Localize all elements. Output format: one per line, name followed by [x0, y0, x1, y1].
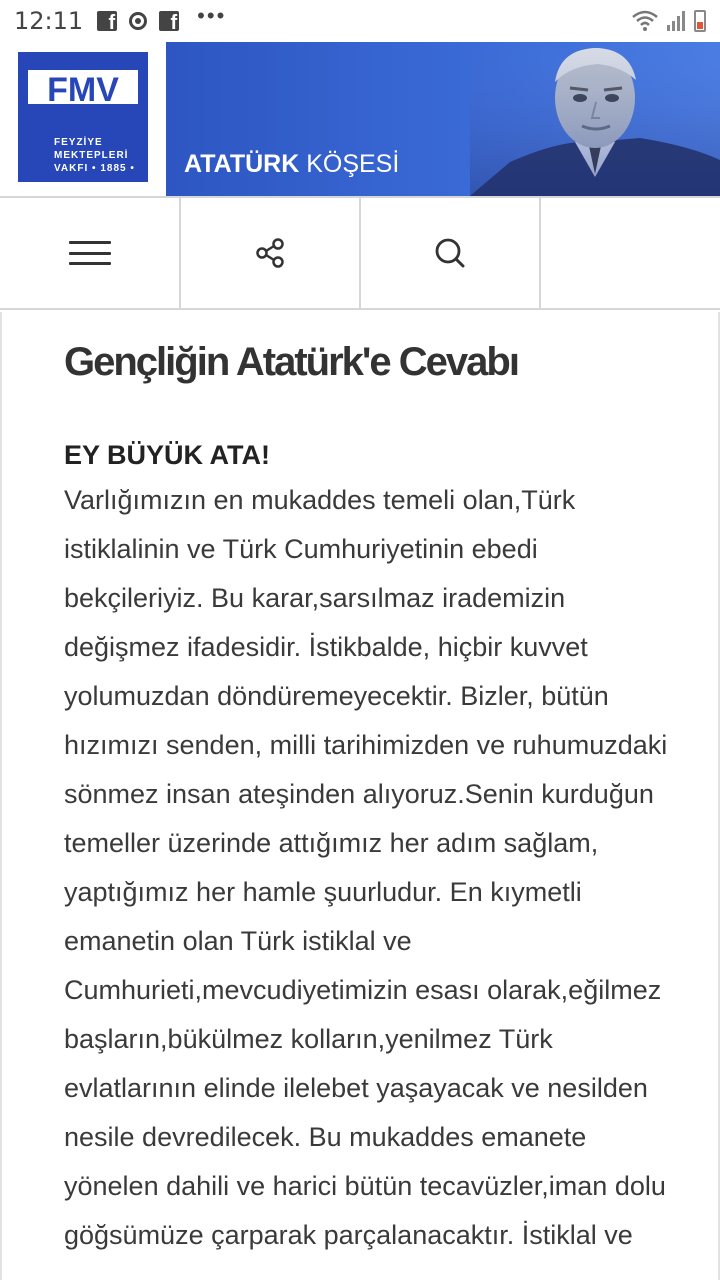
battery-icon	[694, 10, 706, 32]
share-button[interactable]	[181, 198, 361, 308]
logo-line-1: FEYZİYE	[54, 137, 103, 148]
article-title: Gençliğin Atatürk'e Cevabı	[64, 340, 518, 384]
banner-title	[184, 150, 399, 179]
banner-title-rest: KÖŞESİ	[306, 150, 400, 178]
status-time: 12:11	[14, 7, 84, 35]
menu-button[interactable]	[0, 198, 181, 308]
scroll-fade	[2, 1266, 718, 1280]
wifi-icon	[632, 10, 658, 32]
notification-icons	[97, 3, 227, 31]
article-heading: EY BÜYÜK ATA!	[64, 440, 271, 470]
banner-title-bold: ATATÜRK	[184, 150, 300, 178]
logo-caption	[54, 136, 135, 175]
fmv-logo-mark	[28, 66, 138, 110]
status-bar	[0, 0, 720, 42]
article-content	[0, 312, 720, 1280]
facebook-icon	[159, 11, 179, 31]
article-body: Varlığımızın en mukaddes temeli olan,Türk istiklalinin ve Türk Cumhuriyetinin ebedi bekçileriyiz. Bu karar,sarsılmaz irademizin değişmez ifadesidir. İstikbalde, hiçbir kuvvet yolumuzdan döndüremeyecektir. Bizler, bütün hızımızı senden, milli tarihimizden ve ruhumuzdaki sönmez insan ateşinden alıyoruz.Senin kurduğun temeller üzerinde attığımız her adım sağlam, yaptığımız her hamle şuurludur. En kıymetli emanetin olan Türk istiklal ve Cumhurieti,mevcudiyetimizin esası olarak,eğilmez başların,bükülmez kolların,yenilmez Türk evlatlarının elinde ilelebet yaşayacak ve nesilden nesile devredilecek. Bu mukaddes emanete yönelen dahili ve harici bütün tecavüzler,iman dolu göğsümüze çarparak parçalanacaktır. İstiklal ve	[64, 485, 668, 1250]
facebook-icon	[97, 11, 117, 31]
nav-empty-cell	[541, 198, 720, 308]
ataturk-portrait	[470, 42, 720, 196]
sync-icon	[129, 12, 147, 30]
logo-line-2: MEKTEPLERİ	[54, 150, 129, 161]
system-icons	[632, 10, 706, 32]
share-icon	[254, 237, 286, 269]
signal-icon	[666, 10, 686, 32]
fmv-logo[interactable]	[18, 52, 148, 182]
ataturk-banner[interactable]	[166, 42, 720, 196]
search-button[interactable]	[361, 198, 541, 308]
logo-mark-text: FMV	[47, 71, 119, 109]
site-header	[0, 42, 720, 196]
nav-toolbar	[0, 196, 720, 310]
search-icon	[434, 237, 466, 269]
more-notifications-icon: •••	[197, 3, 227, 28]
logo-line-3: VAKFI • 1885 •	[54, 163, 135, 174]
menu-icon	[69, 241, 111, 265]
